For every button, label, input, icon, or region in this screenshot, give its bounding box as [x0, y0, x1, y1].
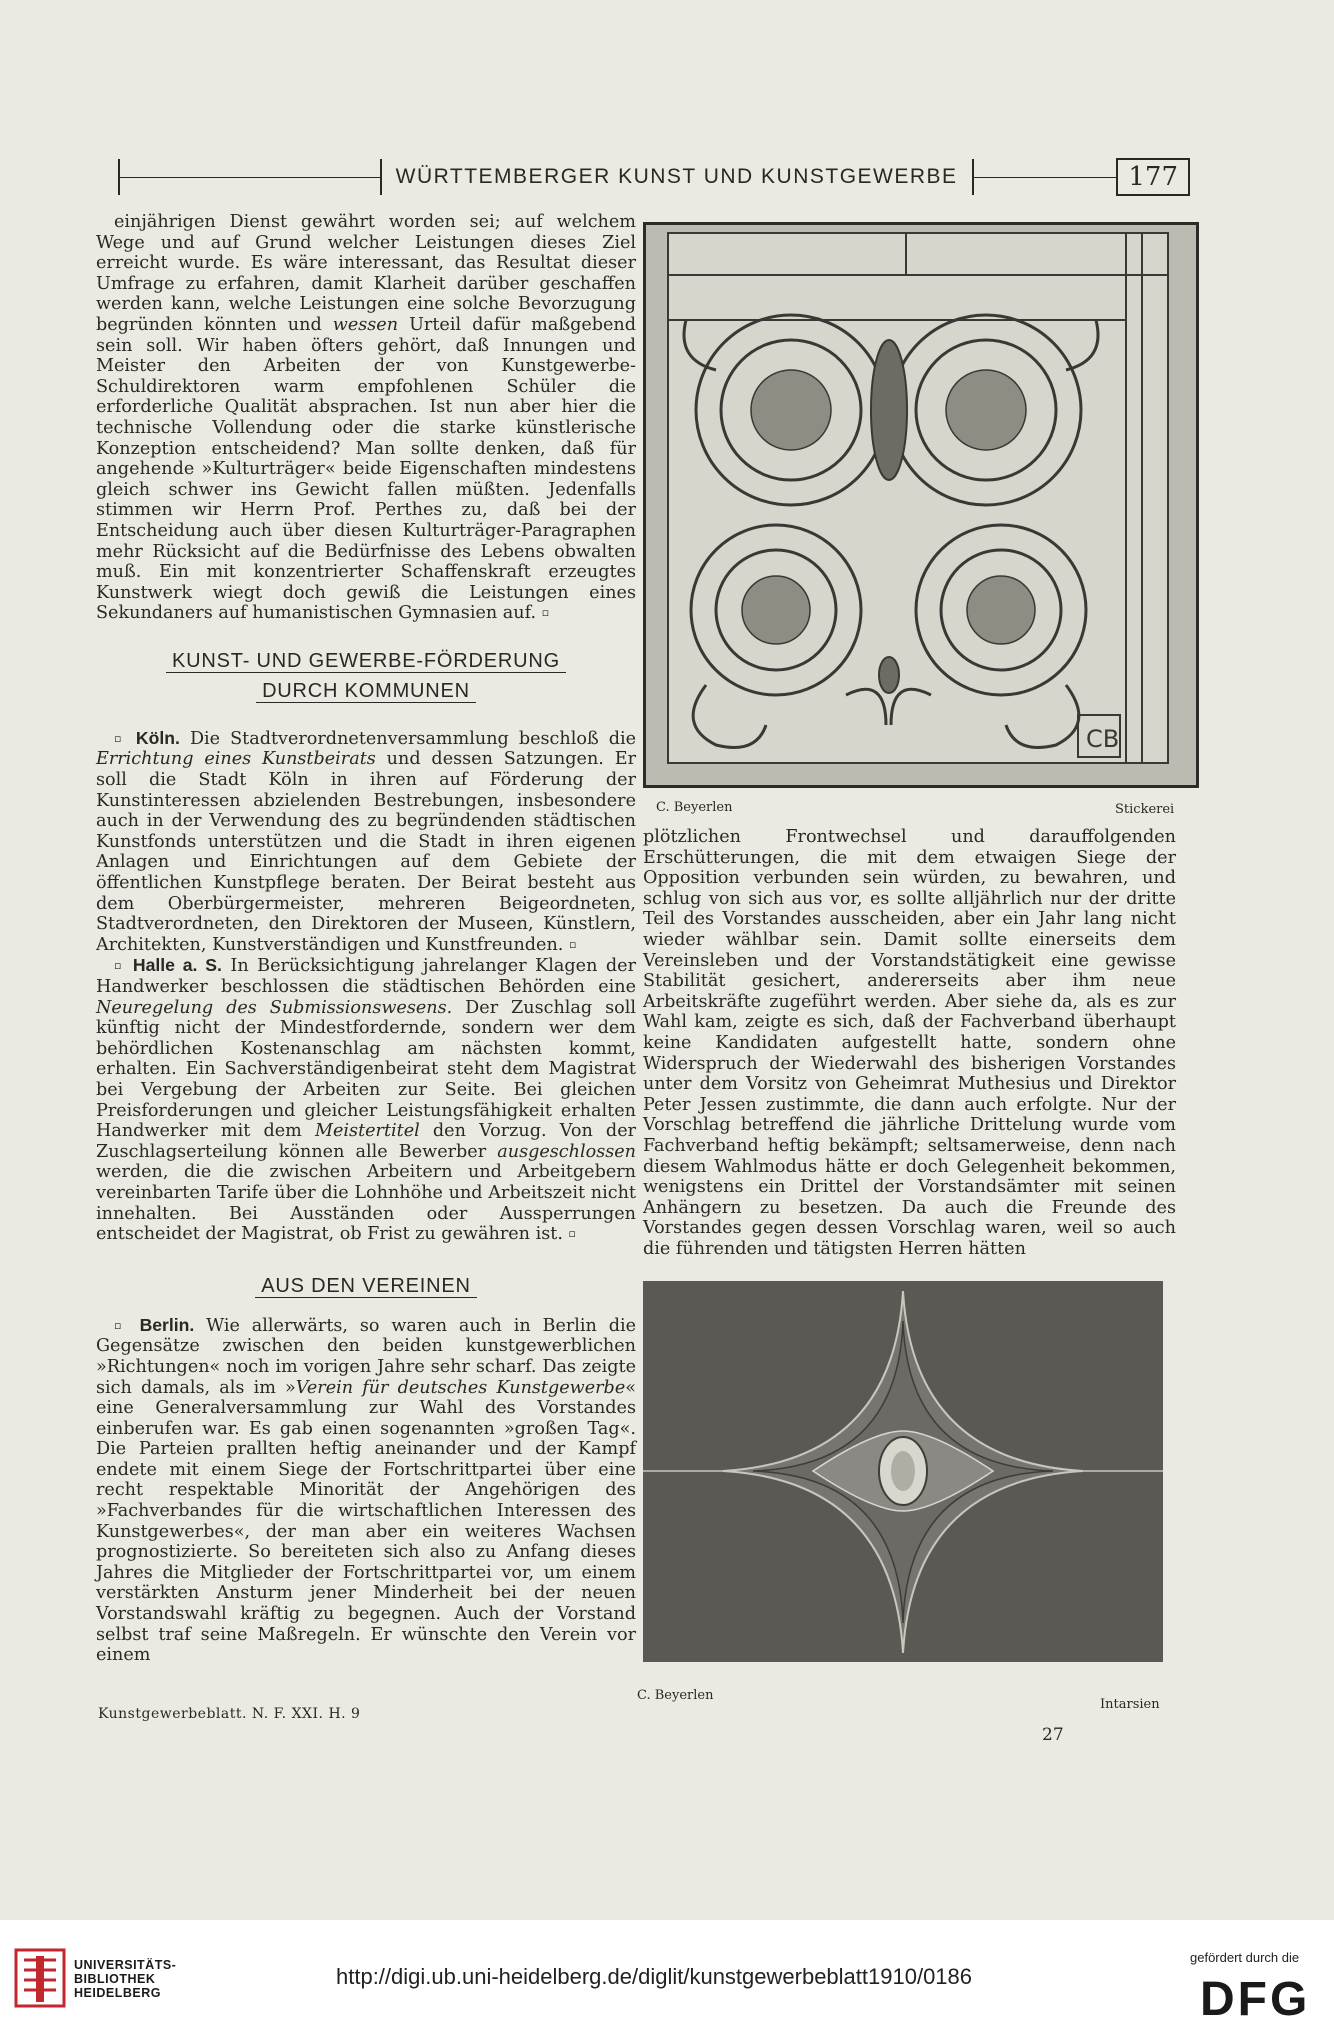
inlay-illustration [643, 1281, 1163, 1662]
paragraph-continued: plötzlichen Frontwechsel und darauffolgenden Erschütterungen, die mit dem etwaigen Siege der Opposition verbunden sein würden, zu bewahren, und schlug von sich aus vor, es sollte alljährlich nur der dritte Teil des Vorstandes ausscheiden, aber ein Jahr lang nicht wieder wählbar sein. Damit sollte einerseits dem Vereinsleben und der Vorstandstätigkeit eine gewisse Stabilität gesichert, andererseits aber ihm neue Arbeitskräfte zugeführt werden. Aber siehe da, als es zur Wahl kam, zeigte es sich, daß der Fachverband überhaupt keine Kandidaten aufgestellt hatte, sondern ohne Widerspruch der Wiederwahl des bisherigen Vorstandes unter dem Vorsitz von Geheimrat Muthesius und Direktor Peter Jessen zustimmte, die dann auch erfolgte. Nur der Vorschlag betreffend die jährliche Drittelung wurde vom Fachverband heftig bekämpft; seltsamerweise, denn nach diesem Wahlmodus hätte er doch Gelegenheit bekommen, wenigstens ein Drittel der Vorstandsämter mit seinen Anhängern zu besetzen. Da auch die Freunde des Vorstandes gegen dessen Vorschlag waren, weil so auch die führenden und tätigsten Herren hätten [643, 827, 1176, 1259]
section-mark-icon: ▫ [114, 731, 126, 745]
figure2-caption-technique: Intarsien [1100, 1697, 1160, 1712]
section-mark-icon: ▫ [114, 959, 125, 973]
left-column [96, 212, 636, 1666]
section-heading-kunstfoerderung: KUNST- UND GEWERBE-FÖRDERUNG DURCH KOMMUNEN [96, 646, 636, 706]
funding-note: gefördert durch die [1190, 1950, 1300, 1965]
right-column [643, 827, 1176, 1259]
figure1-caption-technique: Stickerei [1115, 802, 1175, 817]
running-header-title: WÜRTTEMBERGER KUNST UND KUNSTGEWERBE [395, 165, 958, 188]
signature-folio: 27 [1042, 1725, 1064, 1745]
svg-text:CB: CB [1086, 725, 1120, 753]
paragraph-berlin: ▫ Berlin. Wie allerwärts, so waren auch in Berlin die Gegensätze zwischen den beiden kunstgewerblichen »Richtungen« noch im vorigen Jahre sehr scharf. Das zeigte sich damals, als im »Verein für deutsches Kunstgewerbe« eine Generalversammlung zur Wahl des Vorstandes einberufen war. Es gab einen sogenannten »großen Tag«. Die Parteien prallten heftig aneinander und der Kampf endete mit einem Siege der Fortschrittpartei über eine recht respektable Minorität der Angehörigen des »Fachverbandes für die wirtschaftlichen Interessen des Kunstgewerbes«, der man aber ein weiteres Wachsen prognostizierte. So bereiteten sich also zu Anfang dieses Jahres die Mitglieder der Fortschrittpartei vor, um einem verstärkten Ansturm jener Minderheit bei der neuen Vorstandswahl kräftig zu begegnen. Auch der Vorstand selbst traf seine Maßregeln. Er wünschte den Verein vor einem [96, 1314, 636, 1666]
inlay-pattern-image [643, 1281, 1163, 1662]
running-header [118, 158, 1190, 196]
end-mark-icon: ▫ [541, 606, 550, 620]
paragraph-intro: einjährigen Dienst gewährt worden sei; auf welchem Wege und auf Grund welcher Leistungen dieses Ziel erreicht wurde. Es wäre interessant, das Resultat dieser Umfrage zu erfahren, damit Klarheit darüber geschaffen werden kann, welche Leistungen eine solche Bevorzugung begründen könnten und wessen Urteil dafür maßgebend sein soll. Wir haben öfters gehört, daß Innungen und Meister den Arbeiten der von Kunstgewerbe-Schuldirektoren warm empfohlenen Schüler die erforderliche Qualität absprachen. Ist nun aber hier die technische Vollendung oder die starke künstlerische Konzeption entscheidend? Man sollte denken, daß für angehende »Kulturträger« beide Eigenschaften mindestens gleich schwer ins Gewicht fallen müßten. Jedenfalls stimmen wir Herrn Prof. Perthes zu, daß bei der Entscheidung auch über diesen Kulturträger-Paragraphen mehr Rücksicht auf die Bedürfnisse des Lebens obwalten muß. Ein mit konzentrierter Schaffenskraft erzeugtes Kunstwerk wiegt doch gewiß die Leistungen eines Sekundaners auf humanistischen Gymnasien auf. ▫ [96, 212, 637, 624]
embroidery-illustration [643, 222, 1199, 788]
dfg-logo: DFG [1200, 1973, 1311, 2026]
paragraph-koeln: ▫ Köln. Die Stadtverordnetenversammlung beschloß die Errichtung eines Kunstbeirats und dessen Satzungen. Er soll die Stadt Köln in ihren auf Förderung der Kunstinteressen abzielenden Bestrebungen, insbesondere auch in der Verwendung des zu begründenden städtischen Kunstfonds unterstützen und die Stadt in ihren eigenen Anlagen und Einrichtungen auf dem Gebiete der öffentlichen Kunstpflege beraten. Der Beirat besteht aus dem Oberbürgermeister, mehreren Beigeordneten, Stadtverordneten, den Direktoren der Museen, Künstlern, Architekten, Kunstverständigen und Kunstfreunden. ▫ [96, 727, 637, 955]
paragraph-halle: ▫ Halle a. S. In Berücksichtigung jahrelanger Klagen der Handwerker beschlossen die städtischen Behörden eine Neuregelung des Submissionswesens. Der Zuschlag soll künftig nicht der Mindestfordernde, sondern wer dem behördlichen Kostenanschlag am nächsten kommt, erhalten. Ein Sachverständigenbeirat steht dem Magistrat bei Vergebung der Arbeiten zur Seite. Bei gleichen Preisforderungen und gleicher Leistungsfähigkeit erhalten Handwerker mit dem Meistertitel den Vorzug. Von der Zuschlagserteilung können alle Bewerber ausgeschlossen werden, die die zwischen Arbeitern und Arbeitgebern vereinbarten Tarife über die Lohnhöhe und Arbeitszeit nicht innehalten. Bei Ausständen oder Aussperrungen entscheidet der Magistrat, ob Frist zu gewähren ist. ▫ [96, 955, 637, 1245]
permalink-url[interactable]: http://digi.ub.uni-heidelberg.de/diglit/kunstgewerbeblatt1910/0186 [336, 1964, 973, 1989]
section-heading-vereine: AUS DEN VEREINEN [96, 1271, 636, 1301]
end-mark-icon: ▫ [568, 937, 577, 951]
embroidery-pattern-image [646, 225, 1196, 785]
page-number: 177 [1116, 158, 1190, 196]
journal-reference: Kunstgewerbeblatt. N. F. XXI. H. 9 [98, 1706, 361, 1722]
digitization-footer [0, 1920, 1334, 2037]
figure2-caption-artist: C. Beyerlen [637, 1688, 714, 1703]
section-mark-icon: ▫ [114, 1318, 128, 1332]
end-mark-icon: ▫ [568, 1227, 576, 1241]
figure1-caption-artist: C. Beyerlen [656, 800, 733, 815]
library-seal-icon [14, 1948, 66, 2008]
library-name: UNIVERSITÄTS- BIBLIOTHEK HEIDELBERG [74, 1958, 177, 2000]
